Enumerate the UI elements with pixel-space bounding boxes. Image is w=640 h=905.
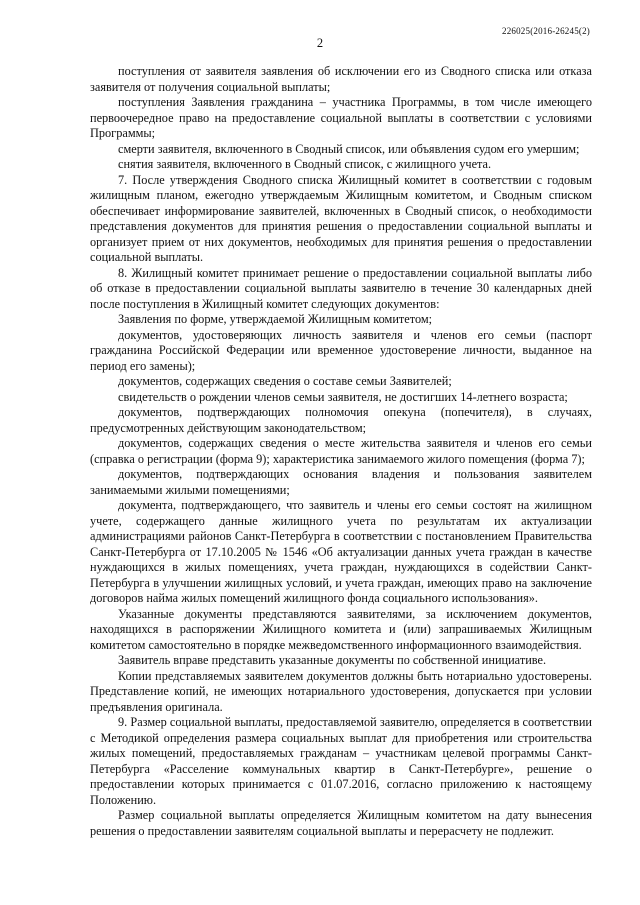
paragraph: снятия заявителя, включенного в Сводный список, с жилищного учета. [118, 157, 492, 171]
paragraph: поступления Заявления гражданина – участника Программы, в том числе имеющего первоочередное право на предоставление социальной выплаты в соответствии с условиями Программы; [90, 95, 592, 140]
paragraph: документов, подтверждающих полномочия опекуна (попечителя), в случаях, предусмотренных действующим законодательством; [90, 405, 592, 435]
paragraph: Заявления по форме, утверждаемой Жилищным комитетом; [118, 312, 433, 326]
paragraph: документов, содержащих сведения о составе семьи Заявителей; [118, 374, 452, 388]
paragraph: Указанные документы представляются заявителями, за исключением документов, находящихся в распоряжении Жилищного комитета и (или) запрашиваемых Жилищным комитетом самостоятельно в порядке межведомственного информационного взаимодействия. [90, 606, 592, 652]
paragraph-section-8: 8. Жилищный комитет принимает решение о предоставлении социальной выплаты либо об отказе в предоставлении социальной выплаты заявителю в течение 30 календарных дней после поступления в Жилищный комитет следующих документов: [90, 265, 592, 311]
paragraph: документов, содержащих сведения о месте жительства заявителя и членов его семьи (справка о регистрации (форма 9); характеристика занимаемого жилого помещения (форма 7); [90, 436, 592, 466]
paragraph: документа, подтверждающего, что заявитель и члены его семьи состоят на жилищном учете, содержащего данные жилищного учета по результатам их актуализации администрациями районов Санкт-Петербурга в соответствии с постановлением Правительства Санкт-Петербурга от 17.10.2005 № 1546 «Об актуализации данных учета граждан в качестве нуждающихся в жилых помещениях, учета граждан, нуждающихся в содействии Санкт-Петербурга в улучшении жилищных условий, и учета граждан, имеющих право на заключение договоров найма жилых помещений жилищного фонда социального использования». [90, 498, 592, 605]
paragraph: смерти заявителя, включенного в Сводный список, или объявления судом его умершим; [118, 141, 580, 156]
paragraph-section-7: 7. После утверждения Сводного списка Жилищный комитет в соответствии с годовым жилищным планом, ежегодно утверждаемым Жилищным комитетом, и Сводным списком обеспечивает информирование заявителей, включенных в Сводный список, о необходимости представления документов для принятия решения о предоставлении социальной выплаты и организует прием от них документов, необходимых для принятия решения о предоставлении социальной выплаты. [90, 172, 592, 264]
paragraph-section-9: 9. Размер социальной выплаты, предоставляемой заявителю, определяется в соответствии с Методикой определения размера социальных выплат для приобретения или строительства жилых помещений, предоставляемых гражданам – участникам целевой программы Санкт-Петербурга «Расселение коммунальных квартир в Санкт-Петербурге», решение о предоставлении которых принимается с 01.07.2016, согласно приложению к настоящему Положению. [90, 715, 592, 807]
paragraph: документов, удостоверяющих личность заявителя и членов его семьи (паспорт гражданина Российской Федерации или временное удостоверение личности, выданное на период его замены); [90, 327, 592, 373]
document-body [90, 64, 592, 839]
paragraph: документов, подтверждающих основания владения и пользования заявителем занимаемыми жилыми помещениями; [90, 467, 592, 497]
paragraph: поступления от заявителя заявления об исключении его из Сводного списка или отказа заявителя от получения социальной выплаты; [90, 64, 592, 94]
paragraph: Размер социальной выплаты определяется Жилищным комитетом на дату вынесения решения о предоставлении заявителям социальной выплаты и перерасчету не подлежит. [90, 808, 592, 838]
paragraph: Заявитель вправе представить указанные документы по собственной инициативе. [118, 653, 547, 667]
page-number: 2 [316, 36, 324, 50]
document-number: 226025(2016-26245(2) [502, 26, 590, 36]
paragraph: свидетельств о рождении членов семьи заявителя, не достигших 14-летнего возраста; [118, 389, 568, 404]
paragraph: Копии представляемых заявителем документов должны быть нотариально удостоверены. Представление копий, не имеющих нотариального удостоверения, допускается при условии предъявления оригинала. [90, 668, 592, 714]
